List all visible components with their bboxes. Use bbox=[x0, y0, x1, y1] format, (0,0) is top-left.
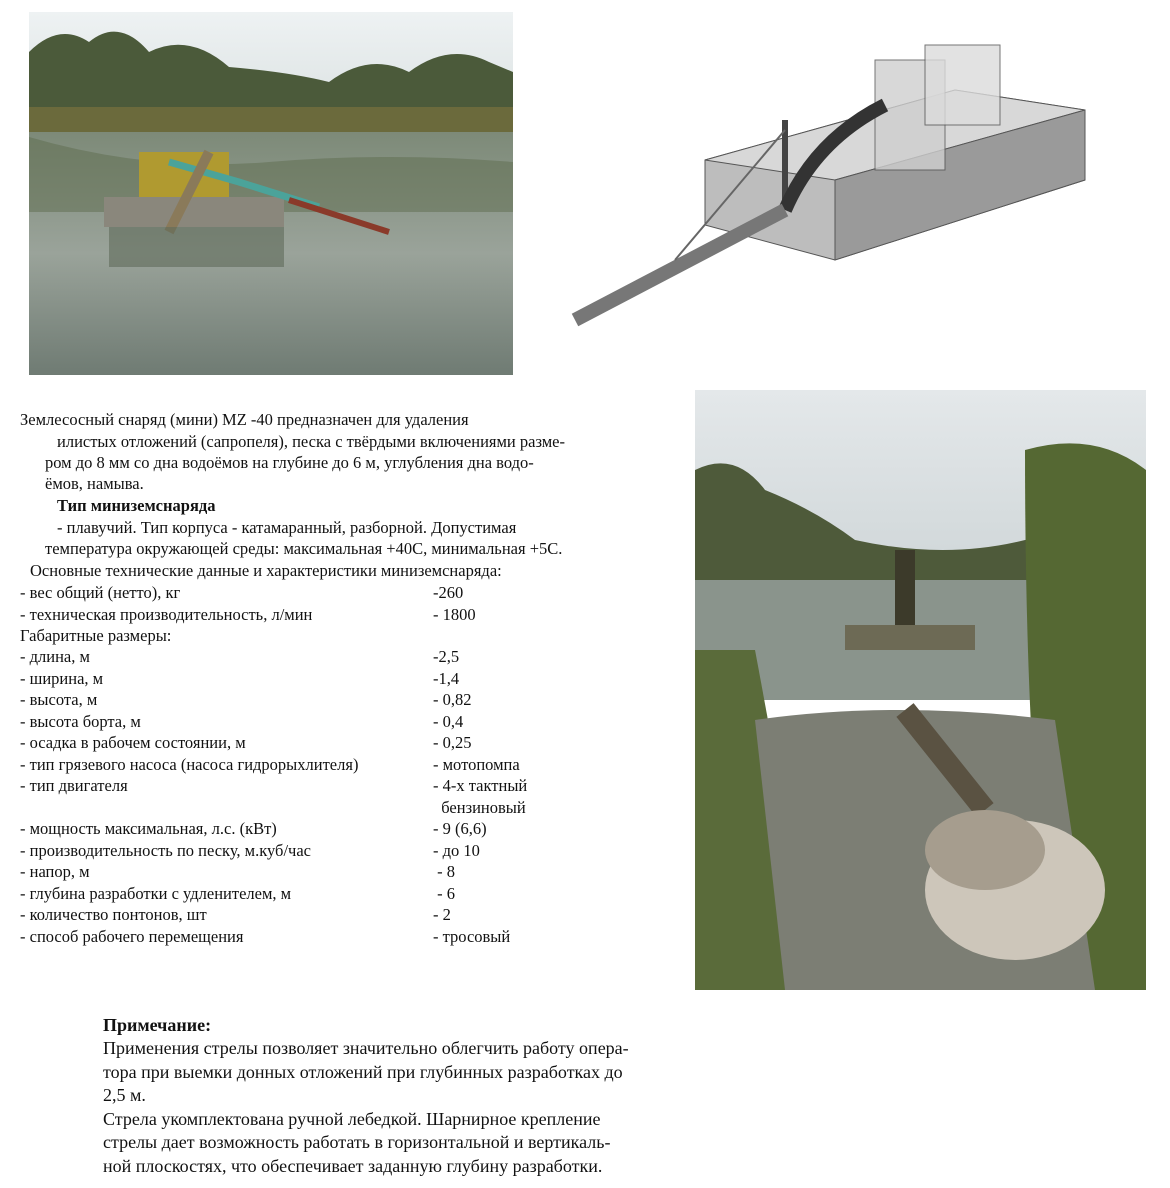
note-line: 2,5 м. bbox=[103, 1085, 146, 1105]
spec-value: - 1800 bbox=[433, 604, 476, 624]
intro-line-6: температура окружающей среды: максимальная +40С, минимальная +5С. bbox=[45, 539, 563, 558]
spec-label: - тип двигателя bbox=[20, 776, 128, 795]
spec-row bbox=[20, 583, 580, 603]
spec-label: - высота борта, м bbox=[20, 711, 141, 731]
note-line: ной плоскостях, что обеспечивает заданную глубину разработки. bbox=[103, 1155, 603, 1176]
dimensions-heading: Габаритные размеры: bbox=[20, 626, 172, 645]
spec-value: - 9 (6,6) bbox=[433, 819, 487, 838]
spec-row bbox=[20, 819, 580, 839]
spec-label: - ширина, м bbox=[20, 668, 104, 688]
spec-value: бензиновый bbox=[433, 797, 526, 817]
spec-row bbox=[20, 776, 580, 796]
spec-row bbox=[20, 690, 580, 710]
spec-value: -260 bbox=[433, 583, 464, 602]
spec-label: - вес общий (нетто), кг bbox=[20, 583, 181, 602]
note-line: Стрела укомплектована ручной лебедкой. Шарнирное крепление bbox=[103, 1108, 601, 1129]
spec-value: - 4-х тактный bbox=[433, 776, 528, 795]
spec-label: - длина, м bbox=[20, 647, 90, 666]
spec-row bbox=[20, 905, 580, 925]
spec-row bbox=[20, 841, 580, 861]
spec-label: - напор, м bbox=[20, 862, 90, 881]
spec-label: - техническая производительность, л/мин bbox=[20, 604, 313, 624]
spec-label: - производительность по песку, м.куб/час bbox=[20, 840, 311, 860]
spec-row bbox=[20, 927, 580, 947]
spec-label: - мощность максимальная, л.с. (кВт) bbox=[20, 819, 277, 838]
spec-value: - до 10 bbox=[433, 840, 480, 860]
spec-value: - 0,25 bbox=[433, 733, 472, 752]
spec-value: - 0,4 bbox=[433, 711, 464, 731]
spec-label: - осадка в рабочем состоянии, м bbox=[20, 733, 246, 752]
type-heading: Тип миниземснаряда bbox=[57, 496, 216, 515]
intro-line-4: ёмов, намыва. bbox=[45, 474, 144, 493]
spec-value: - тросовый bbox=[433, 926, 511, 946]
note-line: стрелы дает возможность работать в горизонтальной и вертикаль- bbox=[103, 1132, 611, 1152]
spec-row bbox=[20, 755, 580, 775]
spec-label: - количество понтонов, шт bbox=[20, 905, 207, 924]
intro-line-3: ром до 8 мм со дна водоёмов на глубине до 6 м, углубления дна водо- bbox=[45, 453, 534, 472]
intro-line-5: - плавучий. Тип корпуса - катамаранный, разборной. Допустимая bbox=[57, 518, 517, 537]
spec-label: - глубина разработки с удленителем, м bbox=[20, 883, 292, 903]
specs-heading: Основные технические данные и характеристики миниземснаряда: bbox=[30, 561, 502, 580]
note-line: Применения стрелы позволяет значительно облегчить работу опера- bbox=[103, 1038, 629, 1058]
spec-row bbox=[20, 605, 580, 625]
spec-value: - 6 bbox=[433, 883, 455, 903]
spec-row bbox=[20, 669, 580, 689]
spec-row bbox=[20, 884, 580, 904]
note-heading: Примечание: bbox=[103, 1015, 212, 1035]
spec-label: - способ рабочего перемещения bbox=[20, 926, 244, 946]
intro-line-1: Землесосный снаряд (мини) MZ -40 предназначен для удаления bbox=[20, 410, 469, 429]
intro-line-2: илистых отложений (сапропеля), песка с твёрдыми включениями разме- bbox=[57, 432, 566, 451]
spec-row bbox=[20, 647, 580, 667]
spec-value: - 2 bbox=[433, 905, 451, 924]
spec-row bbox=[20, 712, 580, 732]
spec-label: - тип грязевого насоса (насоса гидрорыхлителя) bbox=[20, 754, 359, 774]
spec-value: - 8 bbox=[433, 862, 455, 881]
dredger-3d-model-render bbox=[555, 30, 1095, 340]
spec-value: - 0,82 bbox=[433, 690, 472, 709]
spec-label: - высота, м bbox=[20, 690, 98, 709]
spec-row bbox=[20, 862, 580, 882]
dredger-discharge-photo bbox=[695, 390, 1146, 990]
spec-value: -2,5 bbox=[433, 647, 460, 666]
spec-value: - мотопомпа bbox=[433, 754, 520, 774]
spec-row bbox=[20, 733, 580, 753]
dredger-on-lake-photo bbox=[29, 12, 513, 375]
note-line: тора при выемки донных отложений при глубинных разработках до bbox=[103, 1061, 623, 1082]
spec-value: -1,4 bbox=[433, 668, 460, 688]
